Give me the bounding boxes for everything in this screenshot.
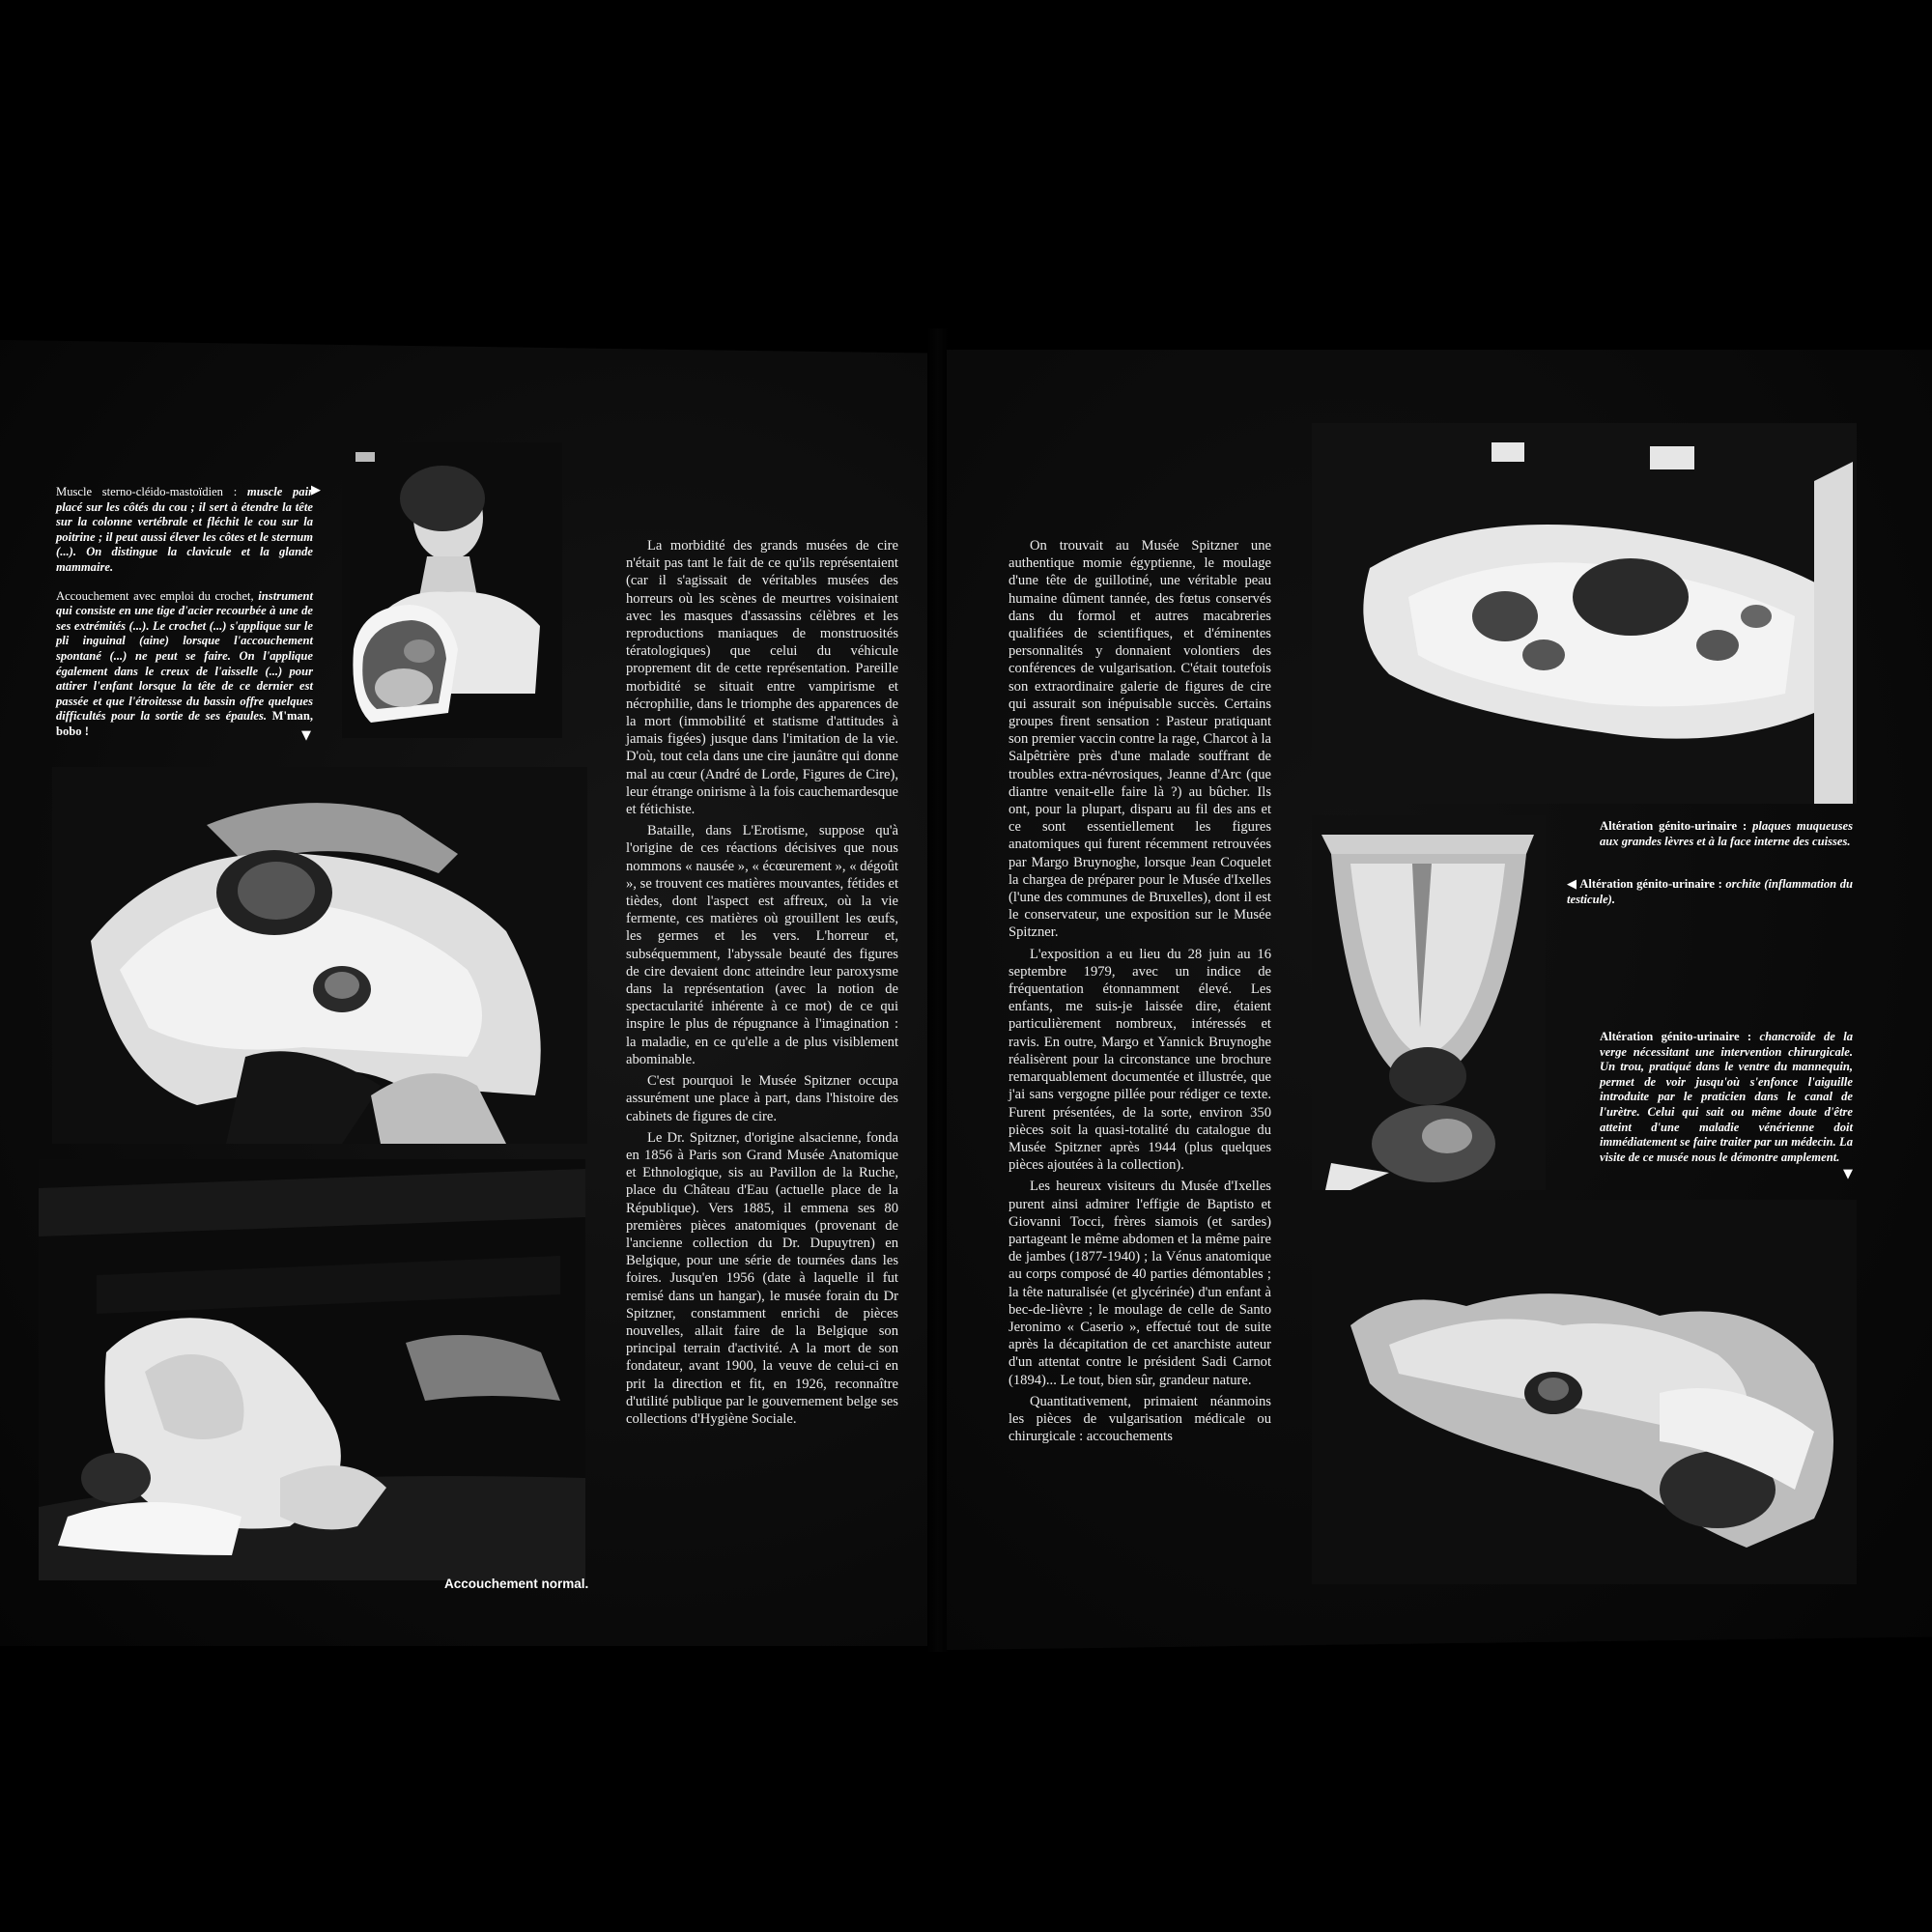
left-text-column — [626, 537, 898, 1428]
photo-plaques-muqueuses — [1312, 423, 1857, 804]
caption-orchite-text: orchite (inflammation du testicule). — [1567, 877, 1853, 906]
caption-plaques — [1600, 819, 1853, 861]
caption-plaques-text: plaques muqueuses aux grandes lèvres et à la face interne des cuisses. — [1600, 819, 1854, 848]
plaques-muqueuses-image — [1312, 423, 1857, 804]
arrow-left-icon: ◀ — [1567, 877, 1577, 892]
page-gutter — [927, 328, 949, 1652]
caption-chancroide — [1600, 1030, 1853, 1177]
caption-orchite-title: Altération génito-urinaire : — [1579, 877, 1722, 891]
orchite-image — [1312, 815, 1546, 1190]
photo-crochet-scene — [52, 767, 587, 1144]
caption-chancroide-title: Altération génito-urinaire : — [1600, 1030, 1752, 1043]
caption-orchite — [1567, 877, 1853, 919]
caption-plaques-title: Altération génito-urinaire : — [1600, 819, 1747, 833]
arrow-down-icon-right: ▼ — [1843, 1167, 1853, 1181]
arrow-down-icon: ▼ — [301, 728, 311, 743]
caption-crochet-tail: M'man, bobo ! — [56, 709, 313, 738]
arrow-right-icon: ▶ — [311, 483, 321, 497]
caption-muscle — [56, 485, 313, 752]
photo-wax-bust — [342, 442, 562, 738]
wax-bust-image — [342, 442, 562, 738]
right-paragraph-2: L'exposition a eu lieu du 28 juin au 16 septembre 1979, avec un indice de fréquentation étonnamment élevé. Les enfants, me suis-je laissée dire, étaient particulièrement nombreux, intéressés et ravis. En outre, Margo et Yannick Bruynoghe réalisèrent pour la circonstance une brochure remarquablement documentée et illustrée, que j'ai sans vergogne pillée pour rédiger ce texte. Furent présentées, de la sorte, environ 350 pièces soit la quasi-totalité du catalogue du Musée Spitzner après 1944 (plus quelques pièces ajoutées à la collection). — [1009, 946, 1271, 1174]
left-paragraph-1: La morbidité des grands musées de cire n'était pas tant le fait de ce qu'ils représentaient (car il s'agissait de véritables musées des horreurs où les scènes de meurtres voisinaient avec les masques d'assassins célèbres et les reproductions maniaques de monstruosités tératologiques) que celui du véhicule proprement dit de cette représentation. Pareille morbidité se situait entre vampirisme et nécrophilie, dans le triomphe des apparences de la mort (immobilité et statisme d'attitudes à jamais figées) jusque dans l'imitation de la vie. D'où, tout cela dans une cire jaunâtre qui donne mal au cœur (André de Lorde, Figures de Cire), leur étrange onirisme à la fois cauchemardesque et fétichiste. — [626, 538, 898, 818]
chancroide-image — [1312, 1200, 1857, 1584]
photo-chancroide — [1312, 1200, 1857, 1584]
left-paragraph-3: C'est pourquoi le Musée Spitzner occupa assurément une place à part, dans l'histoire des cabinets de figures de cire. — [626, 1073, 898, 1124]
photo-orchite — [1312, 815, 1546, 1190]
caption-chancroide-text: chancroïde de la verge nécessitant une intervention chirurgicale. Un trou, pratiqué dans le ventre du mannequin, permet de voir jusqu'où s'enfonce l'aiguille introduite par le praticien dans le canal de l'urètre. Celui qui sait ou même doute d'être atteint d'une maladie vénérienne doit immédiatement se faire traiter par un médecin. La visite de ce musée nous le démontre amplement. — [1600, 1030, 1853, 1164]
right-text-column — [1009, 537, 1271, 1445]
childbirth-normal-image — [39, 1159, 585, 1580]
right-paragraph-4: Quantitativement, primaient néanmoins les pièces de vulgarisation médicale ou chirurgicale : accouchements — [1009, 1393, 1271, 1445]
left-paragraph-2: Bataille, dans L'Erotisme, suppose qu'à l'origine de ces réactions décisives que nous nommons « nausée », « écœurement », « dégoût », se trouvent ces matières mouvantes, fétides et tièdes, dont l'aspect est affreux, où la vie fermente, ces matières où grouillent les œufs, les germes et les vers. L'horreur et, subséquemment, l'abyssale beauté des figures de cire devaient donc atteindre leur paroxysme dans la représentation (avec la notion de spectacularité inhérente à ce mot) de ce qui inspire le plus de répugnance à l'imagination : la maladie, en ce qu'elle a de plus visiblement abominable. — [626, 823, 898, 1067]
left-paragraph-4: Le Dr. Spitzner, d'origine alsacienne, fonda en 1856 à Paris son Grand Musée Anatomique et Ethnologique, sis au Pavillon de la Ruche, place du Château d'Eau (actuelle place de la République). Vers 1885, il emmena ses 80 premières pièces anatomiques (provenant de l'ancienne collection du Dr. Dupuytren) en Belgique, pour une série de tournées dans les foires. Jusqu'en 1956 (date à laquelle il fut remisé dans un hangar), le musée forain du Dr Spitzner, constamment enrichi de pièces nouvelles, allait faire de la Belgique son principal terrain d'activité. A la mort de son fondateur, avant 1900, la veuve de celui-ci en prit la direction et fit, en 1926, reconnaître d'utilité publique par le gouvernement belge ses collections d'Hygiène Sociale. — [626, 1129, 898, 1427]
caption-crochet-title: Accouchement avec emploi du crochet, — [56, 588, 254, 603]
caption-muscle-text: muscle pair placé sur les côtés du cou ; il sert à étendre la tête sur la colonne vertébrale et fléchit le cou sur la poitrine ; il peut aussi élever les côtes et le sternum (...). On distingue la clavicule et la glande mammaire. — [56, 485, 313, 574]
caption-muscle-title: Muscle sterno-cléido-mastoïdien : — [56, 485, 238, 498]
photo-childbirth-normal — [39, 1159, 585, 1580]
caption-childbirth-normal: Accouchement normal. — [444, 1577, 589, 1591]
right-paragraph-3: Les heureux visiteurs du Musée d'Ixelles purent ainsi admirer l'effigie de Baptisto et Giovanni Tocci, frères siamois (et sardes) partageant le même abdomen et la même paire de jambes (1877-1940) ; la Vénus anatomique au corps composé de 40 parties démontables ; la tête naturalisée (et glycérinée) d'un enfant à bec-de-lièvre ; le moulage de celle de Santo Jeronimo « Caserio », effectué tout de suite après la décapitation de cet anarchiste auteur d'un attentat contre le président Sadi Carnot (1894)... Le tout, bien sûr, grandeur nature. — [1009, 1179, 1271, 1388]
crochet-scene-image — [52, 767, 587, 1144]
right-paragraph-1: On trouvait au Musée Spitzner une authentique momie égyptienne, le moulage d'une tête de guillotiné, une véritable peau humaine dûment tannée, des fœtus conservés dans du formol et autres macabreries qualifiées de scientifiques, et d'éminentes personnalités y donnaient volontiers des conférences de vulgarisation. C'était toutefois son extraordinaire galerie de figures de cire qui assurait son inépuisable succès. Certains groupes firent sensation : Pasteur pratiquant son premier vaccin contre la rage, Charcot à la Salpêtrière près d'une malade souffrant de troubles extra-névrosiques, Jeanne d'Arc (que diantre venait-elle faire là ?) au bûcher. Ils ont, pour la plupart, disparu au fil des ans et ce sont essentiellement les figures anatomiques qui furent récemment retrouvées par Margo Bruynoghe, lorsque Jean Coquelet la chargea de préparer pour le Musée d'Ixelles (l'une des communes de Bruxelles), dont il est le conservateur, une exposition sur le Musée Spitzner. — [1009, 538, 1271, 941]
caption-crochet-text: instrument qui consiste en une tige d'acier recourbée à une de ses extrémités (...). Le crochet (...) s'applique sur le pli inguinal (aine) lorsque l'accouchement spontané (...) ne peut se faire. On l'applique également dans le creux de l'aisselle (...) pour attirer l'enfant lorsque la tête de ce dernier est passée et que l'étroitesse du bassin offre quelques difficultés pour la sortie de ses épaules. — [56, 588, 313, 724]
